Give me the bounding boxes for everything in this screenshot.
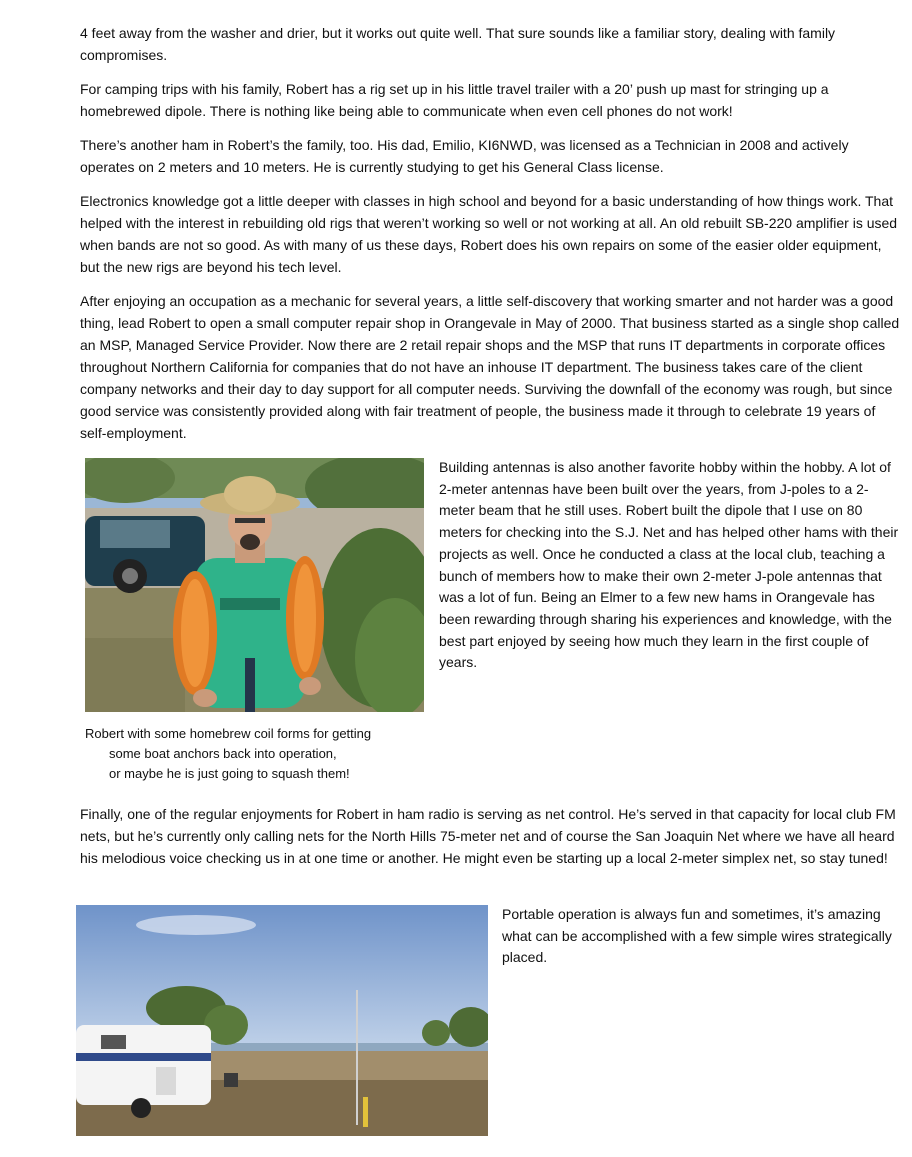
paragraph-business: After enjoying an occupation as a mechanic for several years, a little self-discovery that working smarter and not harder was a good thing, lead Robert to open a small computer repair shop in Orangevale in May of 2000. That business started as a single shop called an MSP, Managed Service Provider. Now there are 2 retail repair shops and the MSP that runs IT departments in corporate offices throughout Northern California for companies that do not have an inhouse IT department. The business takes care of the client company networks and their day to day support for all computer needs. Surviving the downfall of the economy was rough, but since good service was consistently provided along with fair treatment of people, the business made it through to celebrate 19 years of self-employment. xyxy=(80,293,900,441)
paragraph-family-ham: There’s another ham in Robert’s the family, too. His dad, Emilio, KI6NWD, was licensed as a Technician in 2008 and actively operates on 2 meters and 10 meters. He is currently studying to get his General Class license. xyxy=(80,137,849,175)
robert-squash-photo xyxy=(85,458,424,712)
paragraph-electronics: Electronics knowledge got a little deeper with classes in high school and beyond for a basic understanding of how things work. That helped with the interest in rebuilding old rigs that weren’t working so well or not working at all. An old rebuilt SB-220 amplifier is used when bands are not so good. As with many of us these days, Robert does his own repairs on some of the easier older equipment, but the new rigs are beyond his tech level. xyxy=(80,193,898,275)
paragraph-camping: For camping trips with his family, Robert has a rig set up in his little travel trailer with a 20’ push up mast for stringing up a homebrewed dipole. There is nothing like being able to communicate when even cell phones do not work! xyxy=(80,81,829,119)
portable-paragraph: Portable operation is always fun and sometimes, it’s amazing what can be accomplished with a few simple wires strategically placed. xyxy=(502,906,892,966)
antenna-paragraph: Building antennas is also another favorite hobby within the hobby. A lot of 2-meter antennas have been built over the years, from J-poles to a 2-meter beam that he still uses. Robert built the dipole that I use on 80 meters for checking into the S.J. Net and has helped other hams with their projects as well. Once he conducted a class at the local club, teaching a bunch of members how to make their own 2-meter J-pole antennas that was a lot of fun. Being an Elmer to a few new hams in Orangevale has been rewarding through sharing his experiences and knowledge, with the best part enjoyed by seeing how much they learn in the first couple of years. xyxy=(439,459,899,671)
caption-line: or maybe he is just going to squash them! xyxy=(109,766,350,781)
photo1-caption xyxy=(85,724,425,784)
trailer-mast-photo xyxy=(76,905,488,1136)
caption-line: Robert with some homebrew coil forms for getting xyxy=(85,726,372,741)
paragraph-washer: 4 feet away from the washer and drier, but it works out quite well. That sure sounds like a familiar story, dealing with family compromises. xyxy=(80,25,836,63)
paragraph-net-control: Finally, one of the regular enjoyments for Robert in ham radio is serving as net control. He’s served in that capacity for local club FM nets, but he’s currently only calling nets for the North Hills 75-meter net and of course the San Joaquin Net where we have all heard his melodious voice checking us in at one time or another. He might even be starting up a local 2-meter simplex net, so stay tuned! xyxy=(80,806,896,866)
caption-line: some boat anchors back into operation, xyxy=(109,746,337,761)
